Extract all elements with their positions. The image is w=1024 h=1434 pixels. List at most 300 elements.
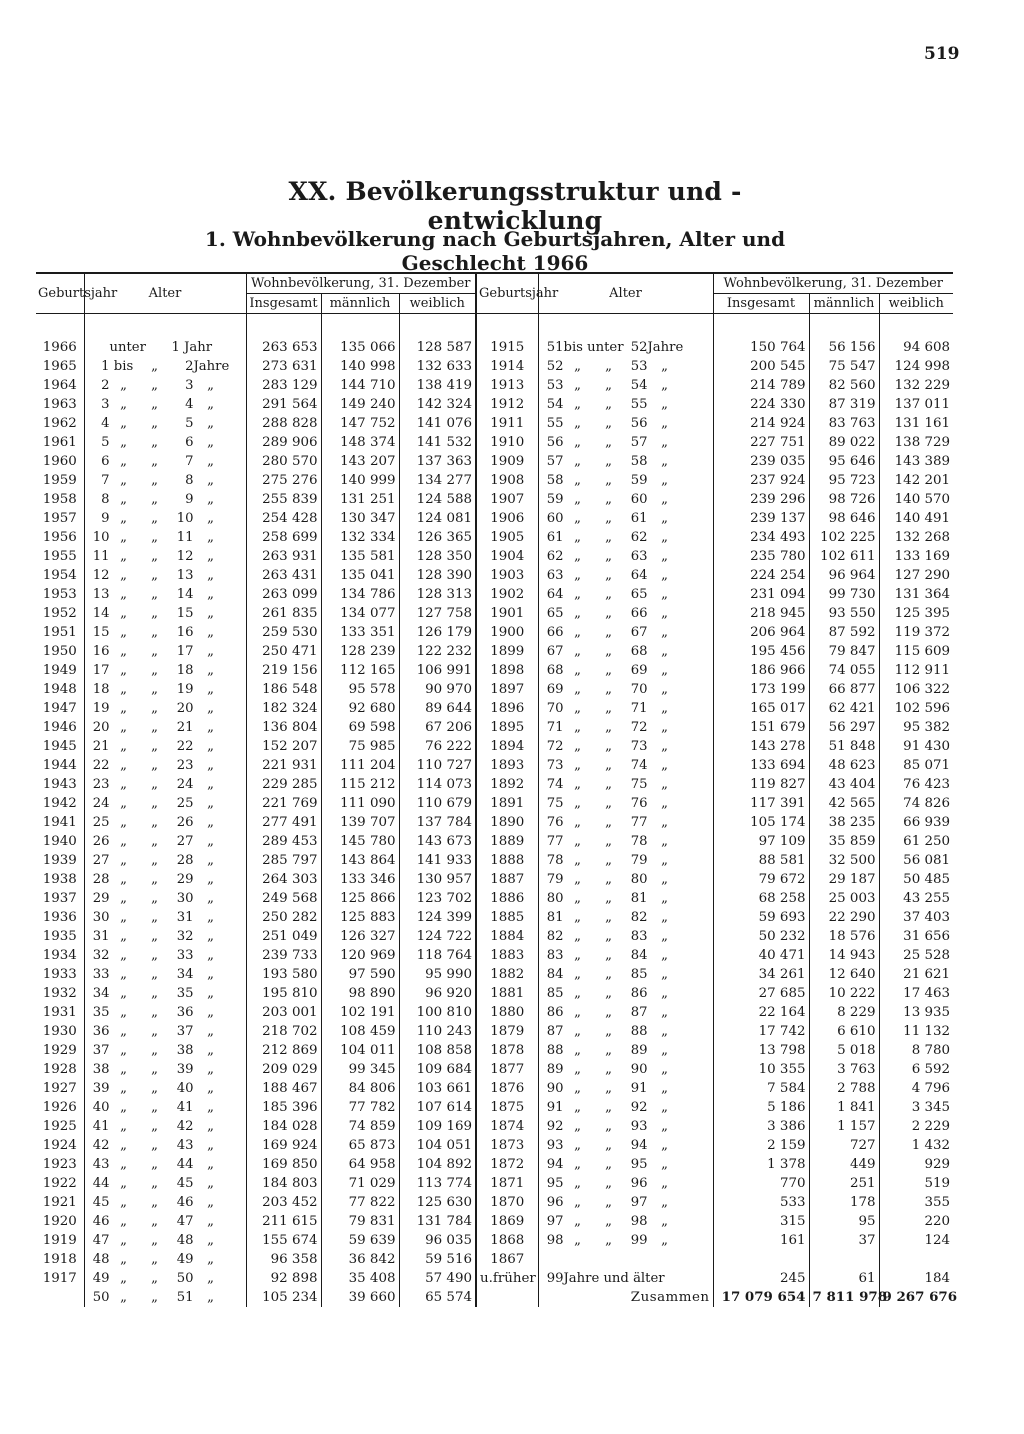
total-right: 40 471 <box>713 946 809 965</box>
age-connector: „ <box>120 682 127 697</box>
age-unit: „ <box>661 606 668 621</box>
birth-year-right: 1908 <box>476 471 538 490</box>
birth-year-right: 1871 <box>476 1174 538 1193</box>
birth-year-left: 1941 <box>42 815 77 830</box>
age-connector: bis unter <box>563 340 624 355</box>
age-unit: „ <box>207 815 214 830</box>
age-to: 12 <box>176 549 194 564</box>
age-connector: „ <box>120 1176 127 1191</box>
age-from: 45 <box>92 1195 110 1210</box>
female-left: 124 722 <box>399 927 476 946</box>
age-from: 75 <box>546 796 564 811</box>
birth-year-right: 1906 <box>476 509 538 528</box>
table-row <box>36 1041 953 1060</box>
birth-year-right: 1876 <box>476 1079 538 1098</box>
age-unit: „ <box>661 986 668 1001</box>
age-to: 21 <box>176 720 194 735</box>
age-to: 73 <box>630 739 648 754</box>
male-right: 25 003 <box>809 889 879 908</box>
female-left: 131 784 <box>399 1212 476 1231</box>
female-right: 13 935 <box>879 1003 953 1022</box>
birth-year-right: 1872 <box>476 1155 538 1174</box>
birth-year-left: 1935 <box>42 929 77 944</box>
female-right: 143 389 <box>879 452 953 471</box>
age-range-right <box>538 775 713 794</box>
age-ditto: „ <box>605 929 612 944</box>
male-right: 99 730 <box>809 585 879 604</box>
age-connector: „ <box>574 777 581 792</box>
age-to: 54 <box>630 378 648 393</box>
female-left: 143 673 <box>399 832 476 851</box>
age-ditto: „ <box>151 359 158 374</box>
age-range-left <box>84 1231 246 1250</box>
age-connector: „ <box>120 587 127 602</box>
header-geburtsjahr-right: Geburtsjahr <box>476 273 538 314</box>
birth-year-right: 1894 <box>476 737 538 756</box>
age-connector: bis <box>113 359 134 374</box>
table-row <box>36 452 953 471</box>
male-left: 69 598 <box>321 718 399 737</box>
total-left: 221 931 <box>246 756 321 775</box>
age-ditto: „ <box>151 948 158 963</box>
age-connector: „ <box>120 1157 127 1172</box>
birth-year-right: 1911 <box>476 414 538 433</box>
male-left: 143 864 <box>321 851 399 870</box>
table-row <box>36 604 953 623</box>
birth-year-left: 1947 <box>42 701 77 716</box>
age-to: 91 <box>630 1081 648 1096</box>
age-to: 44 <box>176 1157 194 1172</box>
age-ditto: „ <box>605 910 612 925</box>
age-range-left <box>84 642 246 661</box>
age-unit: „ <box>207 910 214 925</box>
age-unit: „ <box>207 1290 214 1305</box>
age-range-left <box>84 623 246 642</box>
age-unit: „ <box>207 1024 214 1039</box>
total-right: 1 378 <box>713 1155 809 1174</box>
age-range-left <box>84 1155 246 1174</box>
age-unit: „ <box>661 948 668 963</box>
age-unit: „ <box>207 739 214 754</box>
total-right: 206 964 <box>713 623 809 642</box>
female-right: 85 071 <box>879 756 953 775</box>
age-ditto: „ <box>151 587 158 602</box>
age-range-right <box>538 889 713 908</box>
male-right: 95 646 <box>809 452 879 471</box>
female-right: 11 132 <box>879 1022 953 1041</box>
birth-year-left: 1921 <box>42 1195 77 1210</box>
male-right: 66 877 <box>809 680 879 699</box>
age-unit: „ <box>661 1214 668 1229</box>
age-range-right <box>538 851 713 870</box>
age-from: 67 <box>546 644 564 659</box>
female-left: 130 957 <box>399 870 476 889</box>
age-ditto: „ <box>151 929 158 944</box>
table-row <box>36 395 953 414</box>
age-to: 43 <box>176 1138 194 1153</box>
table-row <box>36 1098 953 1117</box>
age-range-left <box>84 965 246 984</box>
birth-year-left: 1930 <box>42 1024 77 1039</box>
age-connector: „ <box>120 1043 127 1058</box>
male-right: 96 964 <box>809 566 879 585</box>
birth-year-right: 1905 <box>476 528 538 547</box>
female-left: 89 644 <box>399 699 476 718</box>
age-ditto: „ <box>151 492 158 507</box>
birth-year-right: 1891 <box>476 794 538 813</box>
female-left: 132 633 <box>399 357 476 376</box>
age-unit: „ <box>207 1176 214 1191</box>
age-unit: „ <box>207 606 214 621</box>
age-ditto: „ <box>151 986 158 1001</box>
age-from: 37 <box>92 1043 110 1058</box>
age-to: 80 <box>630 872 648 887</box>
page-number: 519 <box>924 44 960 64</box>
age-connector: „ <box>574 416 581 431</box>
male-left: 77 822 <box>321 1193 399 1212</box>
age-connector: „ <box>120 815 127 830</box>
female-right: 21 621 <box>879 965 953 984</box>
birth-year-right: 1889 <box>476 832 538 851</box>
total-left: 221 769 <box>246 794 321 813</box>
total-right: 34 261 <box>713 965 809 984</box>
age-unit: „ <box>207 1100 214 1115</box>
age-range-right <box>538 623 713 642</box>
birth-year-left: 1962 <box>42 416 77 431</box>
age-unit: „ <box>661 1119 668 1134</box>
age-unit: „ <box>661 720 668 735</box>
birth-year-right: 1899 <box>476 642 538 661</box>
age-to: 2 <box>185 359 194 374</box>
age-connector: „ <box>120 1233 127 1248</box>
age-unit: „ <box>207 834 214 849</box>
female-right: 133 169 <box>879 547 953 566</box>
male-left: 144 710 <box>321 376 399 395</box>
age-from: 41 <box>92 1119 110 1134</box>
age-range-left <box>84 1117 246 1136</box>
age-ditto: „ <box>151 1214 158 1229</box>
female-left: 90 970 <box>399 680 476 699</box>
female-left: 118 764 <box>399 946 476 965</box>
age-from: 10 <box>92 530 110 545</box>
total-left: 291 564 <box>246 395 321 414</box>
female-left: 106 991 <box>399 661 476 680</box>
total-right: 2 159 <box>713 1136 809 1155</box>
age-unit: „ <box>661 910 668 925</box>
total-right: 239 137 <box>713 509 809 528</box>
total-right: 5 186 <box>713 1098 809 1117</box>
age-from: 63 <box>546 568 564 583</box>
age-unit: „ <box>207 492 214 507</box>
female-left: 108 858 <box>399 1041 476 1060</box>
age-to: 85 <box>630 967 648 982</box>
age-connector: „ <box>120 1100 127 1115</box>
female-right: 115 609 <box>879 642 953 661</box>
total-left: 203 001 <box>246 1003 321 1022</box>
age-to: 51 <box>176 1290 194 1305</box>
age-from: 79 <box>546 872 564 887</box>
age-connector: „ <box>574 359 581 374</box>
female-left: 137 784 <box>399 813 476 832</box>
total-left: 273 631 <box>246 357 321 376</box>
age-from: 77 <box>546 834 564 849</box>
age-connector: „ <box>574 1119 581 1134</box>
age-unit: „ <box>661 587 668 602</box>
age-unit: „ <box>661 549 668 564</box>
male-left: 111 090 <box>321 794 399 813</box>
age-from: 60 <box>546 511 564 526</box>
age-to: 57 <box>630 435 648 450</box>
age-ditto: „ <box>605 1100 612 1115</box>
male-left: 149 240 <box>321 395 399 414</box>
age-ditto: „ <box>151 1100 158 1115</box>
total-right: 50 232 <box>713 927 809 946</box>
age-range-right <box>538 1174 713 1193</box>
female-left: 65 574 <box>399 1288 476 1307</box>
age-to: 59 <box>630 473 648 488</box>
age-from: 49 <box>92 1271 110 1286</box>
male-right: 727 <box>809 1136 879 1155</box>
age-from: 21 <box>92 739 110 754</box>
table-row <box>36 870 953 889</box>
age-from: 87 <box>546 1024 564 1039</box>
male-left: 120 969 <box>321 946 399 965</box>
age-connector: „ <box>574 644 581 659</box>
age-range-left <box>84 547 246 566</box>
birth-year-right: 1914 <box>476 357 538 376</box>
total-left: 258 699 <box>246 528 321 547</box>
table-title: 1. Wohnbevölkerung nach Geburtsjahren, Alter und Geschlecht 1966 <box>204 227 786 275</box>
age-from: 94 <box>546 1157 564 1172</box>
age-to: 35 <box>176 986 194 1001</box>
age-connector: „ <box>120 872 127 887</box>
female-left: 103 661 <box>399 1079 476 1098</box>
age-range-left <box>84 661 246 680</box>
age-to: 32 <box>176 929 194 944</box>
male-right: 42 565 <box>809 794 879 813</box>
male-left: 130 347 <box>321 509 399 528</box>
total-left: 275 276 <box>246 471 321 490</box>
birth-year-right: 1907 <box>476 490 538 509</box>
age-unit: „ <box>207 1081 214 1096</box>
female-left: 123 702 <box>399 889 476 908</box>
total-label: Zusammen <box>538 1288 713 1307</box>
age-ditto: „ <box>605 739 612 754</box>
age-to: 97 <box>630 1195 648 1210</box>
age-ditto: „ <box>605 416 612 431</box>
age-connector: „ <box>120 834 127 849</box>
age-range-right <box>538 661 713 680</box>
female-left: 67 206 <box>399 718 476 737</box>
age-range-left <box>84 756 246 775</box>
birth-year-right: 1878 <box>476 1041 538 1060</box>
age-connector: „ <box>574 1043 581 1058</box>
male-right: 18 576 <box>809 927 879 946</box>
total-right: 214 924 <box>713 414 809 433</box>
female-right: 25 528 <box>879 946 953 965</box>
age-ditto: „ <box>151 1195 158 1210</box>
age-from: 59 <box>546 492 564 507</box>
female-left: 125 630 <box>399 1193 476 1212</box>
birth-year-right: 1873 <box>476 1136 538 1155</box>
age-to: 26 <box>176 815 194 830</box>
age-ditto: „ <box>151 568 158 583</box>
table-row <box>36 433 953 452</box>
age-unit: „ <box>661 1157 668 1172</box>
total-left: 255 839 <box>246 490 321 509</box>
total-right: 235 780 <box>713 547 809 566</box>
male-right: 12 640 <box>809 965 879 984</box>
birth-year-left: 1951 <box>42 625 77 640</box>
female-left: 76 222 <box>399 737 476 756</box>
birth-year-left: 1923 <box>42 1157 77 1172</box>
male-right: 98 726 <box>809 490 879 509</box>
age-from: 76 <box>546 815 564 830</box>
header-maennlich-right: männlich <box>809 294 879 314</box>
table-row <box>36 1193 953 1212</box>
male-left: 147 752 <box>321 414 399 433</box>
female-right: 31 656 <box>879 927 953 946</box>
age-unit: „ <box>207 397 214 412</box>
header-weiblich-left: weiblich <box>399 294 476 314</box>
age-unit: „ <box>661 739 668 754</box>
age-to: 33 <box>176 948 194 963</box>
age-unit: „ <box>207 777 214 792</box>
total-left: 264 303 <box>246 870 321 889</box>
total-left: 184 028 <box>246 1117 321 1136</box>
female-right: 61 250 <box>879 832 953 851</box>
total-left: 261 835 <box>246 604 321 623</box>
age-to: 56 <box>630 416 648 431</box>
male-right: 102 611 <box>809 547 879 566</box>
female-left: 142 324 <box>399 395 476 414</box>
age-unit: „ <box>207 473 214 488</box>
total-right: 97 109 <box>713 832 809 851</box>
age-ditto: „ <box>151 1157 158 1172</box>
age-range-left <box>84 314 246 358</box>
age-to: 72 <box>630 720 648 735</box>
age-range-right <box>538 908 713 927</box>
age-to: 37 <box>176 1024 194 1039</box>
birth-year-left: 1961 <box>42 435 77 450</box>
female-left: 107 614 <box>399 1098 476 1117</box>
age-from: 82 <box>546 929 564 944</box>
age-connector: „ <box>574 815 581 830</box>
age-ditto: „ <box>605 834 612 849</box>
age-to: 23 <box>176 758 194 773</box>
birth-year-left: 1957 <box>42 511 77 526</box>
age-range-right <box>538 547 713 566</box>
age-connector: „ <box>574 929 581 944</box>
age-range-right <box>538 395 713 414</box>
age-ditto: „ <box>605 625 612 640</box>
age-ditto: „ <box>151 777 158 792</box>
birth-year-right: 1890 <box>476 813 538 832</box>
male-right: 61 <box>809 1269 879 1288</box>
age-unit: „ <box>661 1043 668 1058</box>
age-connector: „ <box>120 1119 127 1134</box>
age-range-right <box>538 927 713 946</box>
table-row <box>36 756 953 775</box>
male-right: 251 <box>809 1174 879 1193</box>
age-ditto: „ <box>605 549 612 564</box>
age-range-right <box>538 1117 713 1136</box>
age-from: 19 <box>92 701 110 716</box>
age-ditto: „ <box>605 473 612 488</box>
birth-year-left: 1955 <box>42 549 77 564</box>
age-ditto: „ <box>151 1062 158 1077</box>
age-connector: „ <box>574 758 581 773</box>
male-right: 93 550 <box>809 604 879 623</box>
female-right: 131 364 <box>879 585 953 604</box>
total-right: 151 679 <box>713 718 809 737</box>
birth-year-right: 1882 <box>476 965 538 984</box>
age-ditto: „ <box>605 587 612 602</box>
age-ditto: „ <box>151 1005 158 1020</box>
age-ditto: „ <box>151 1252 158 1267</box>
male-left: 35 408 <box>321 1269 399 1288</box>
male-left: 99 345 <box>321 1060 399 1079</box>
age-range-right <box>538 314 713 358</box>
age-ditto: „ <box>605 606 612 621</box>
age-from: 42 <box>92 1138 110 1153</box>
age-unit: „ <box>207 853 214 868</box>
birth-year-right: 1910 <box>476 433 538 452</box>
total-left: 209 029 <box>246 1060 321 1079</box>
age-to: 65 <box>630 587 648 602</box>
age-connector: „ <box>574 682 581 697</box>
male-left: 126 327 <box>321 927 399 946</box>
age-range-right <box>538 1060 713 1079</box>
birth-year-right: 1887 <box>476 870 538 889</box>
female-right: 50 485 <box>879 870 953 889</box>
female-left: 137 363 <box>399 452 476 471</box>
birth-year-left: 1918 <box>42 1252 77 1267</box>
female-right: 91 430 <box>879 737 953 756</box>
birth-year-left: 1958 <box>42 492 77 507</box>
birth-year-right: 1888 <box>476 851 538 870</box>
total-right: 239 296 <box>713 490 809 509</box>
age-connector: „ <box>120 1081 127 1096</box>
male-right: 74 055 <box>809 661 879 680</box>
age-range-right <box>538 1098 713 1117</box>
total-left: 96 358 <box>246 1250 321 1269</box>
total-left: 188 467 <box>246 1079 321 1098</box>
age-range-left <box>84 471 246 490</box>
age-unit: „ <box>207 568 214 583</box>
age-connector: „ <box>120 644 127 659</box>
age-ditto: „ <box>605 682 612 697</box>
age-ditto: „ <box>605 397 612 412</box>
age-connector: „ <box>120 625 127 640</box>
age-connector: „ <box>574 853 581 868</box>
age-connector: „ <box>574 891 581 906</box>
total-left: 277 491 <box>246 813 321 832</box>
age-range-left <box>84 718 246 737</box>
age-unit: „ <box>661 378 668 393</box>
female-left: 128 587 <box>399 314 476 358</box>
birth-year-left: 1944 <box>42 758 77 773</box>
age-to: 11 <box>176 530 194 545</box>
age-connector: „ <box>120 1290 127 1305</box>
female-left: 141 532 <box>399 433 476 452</box>
female-left: 126 179 <box>399 623 476 642</box>
birth-year-right: 1904 <box>476 547 538 566</box>
age-range-right <box>538 1193 713 1212</box>
age-range-right <box>538 528 713 547</box>
male-left: 133 351 <box>321 623 399 642</box>
age-connector: „ <box>574 1024 581 1039</box>
